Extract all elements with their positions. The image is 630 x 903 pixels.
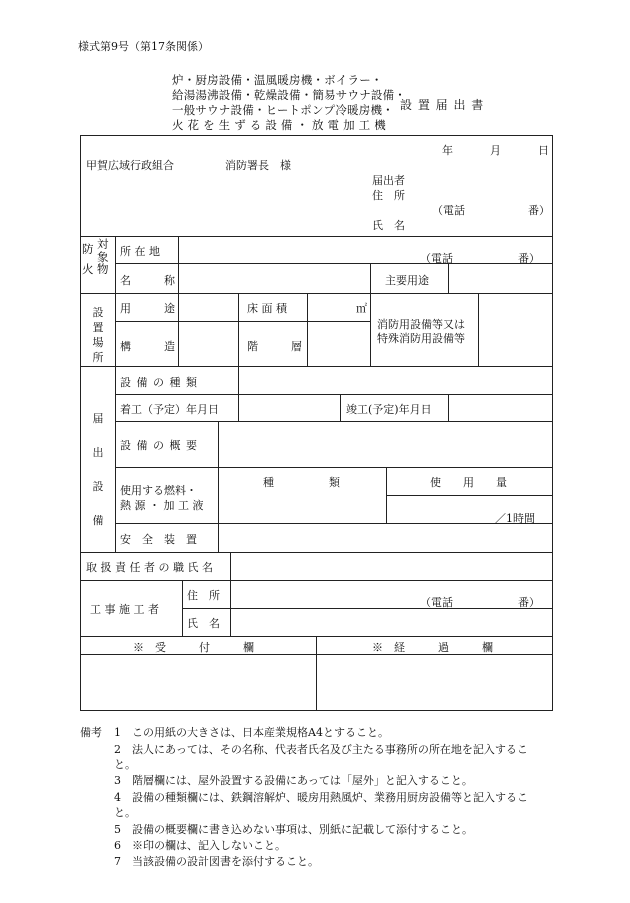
fuel-label-2: 熱 源 ・ 加 工 液: [120, 499, 204, 512]
title-line-3: 一般サウナ設備・ヒートポンプ冷暖房機・: [172, 103, 394, 117]
area-unit: ㎡: [356, 302, 367, 315]
chief-label: 消防署長 様: [225, 159, 291, 172]
per-hour-label: ／1時間: [495, 512, 535, 525]
day-label: 日: [538, 144, 549, 157]
use-label: 用 途: [120, 302, 175, 315]
note-item: 6 ※印の欄は、記入しないこと。: [114, 839, 286, 852]
equipment-label-1: 消防用設備等又は: [377, 318, 465, 331]
contractor-phone-close: 番）: [518, 596, 540, 609]
note-item: と。: [114, 758, 136, 771]
complete-date-label: 竣工(予定)年月日: [346, 403, 432, 416]
site-section-label: 設 置 場 所: [92, 306, 104, 364]
contractor-address-label: 住 所: [187, 589, 220, 602]
main-use-label: 主要用途: [385, 274, 429, 287]
note-item: 4 設備の種類欄には、鉄鋼溶解炉、暖房用熱風炉、業務用厨房設備等と記入するこ: [114, 791, 528, 804]
title-suffix: 設 置 届 出 書: [400, 98, 485, 112]
title-line-1: 炉・厨房設備・温風暖房機・ボイラー・: [172, 73, 383, 87]
equipment-section-label: 届 出 設 備: [92, 412, 104, 527]
kind-header: 種 類: [263, 476, 340, 489]
start-date-label: 着工（予定）年月日: [120, 403, 219, 416]
location-label: 所 在 地: [120, 245, 160, 258]
note-item: 2 法人にあっては、その名称、代表者氏名及び主たる事務所の所在地を記入するこ: [114, 743, 528, 756]
note-item: と。: [114, 806, 136, 819]
progress-column-label: ※ 経 過 欄: [372, 641, 493, 654]
applicant-phone-open: （電話: [432, 204, 465, 217]
fuel-label-1: 使用する燃料・: [120, 484, 197, 497]
title-line-2: 給湯湯沸設備・乾燥設備・簡易サウナ設備・: [172, 88, 406, 102]
year-label: 年: [442, 144, 453, 157]
safety-device-label: 安 全 装 置: [120, 533, 197, 546]
note-item: 5 設備の概要欄に書き込めない事項は、別紙に記載して添付すること。: [114, 823, 473, 836]
note-item: 3 階層欄には、屋外設置する設備にあっては「屋外」と記入すること。: [114, 774, 473, 787]
form-number: 様式第9号（第17条関係）: [78, 40, 209, 53]
applicant-address-label: 住 所: [372, 189, 405, 202]
contractor-phone-open: （電話: [420, 596, 453, 609]
structure-label: 構 造: [120, 340, 175, 353]
applicant-label: 届出者: [372, 174, 405, 187]
target-phone-close: 番）: [518, 252, 540, 265]
title-line-4: 火 花 を 生 ず る 設 備 ・ 放 電 加 工 機: [172, 118, 386, 132]
equipment-type-label: 設 備 の 種 類: [120, 376, 198, 389]
target-name-label: 名 称: [120, 274, 175, 287]
reception-column-label: ※ 受 付 欄: [133, 641, 254, 654]
applicant-phone-close: 番）: [528, 204, 550, 217]
note-item: 1 この用紙の大きさは、日本産業規格A4とすること。: [114, 726, 389, 739]
contractor-name-label: 氏 名: [187, 617, 220, 630]
floor-area-label: 床 面 積: [247, 302, 287, 315]
overview-label: 設 備 の 概 要: [120, 439, 198, 452]
equipment-label-2: 特殊消防用設備等: [377, 332, 465, 345]
addressee: 甲賀広域行政組合: [86, 159, 174, 172]
contractor-label: 工 事 施 工 者: [90, 603, 159, 616]
target-phone-open: （電話: [420, 252, 453, 265]
handler-label: 取 扱 責 任 者 の 職 氏 名: [86, 561, 213, 574]
month-label: 月: [490, 144, 501, 157]
notes-heading: 備考: [80, 726, 102, 739]
usage-header: 使 用 量: [430, 476, 507, 489]
applicant-name-label: 氏 名: [372, 219, 405, 232]
note-item: 7 当該設備の設計図書を添付すること。: [114, 855, 319, 868]
floor-label: 階 層: [247, 340, 302, 353]
